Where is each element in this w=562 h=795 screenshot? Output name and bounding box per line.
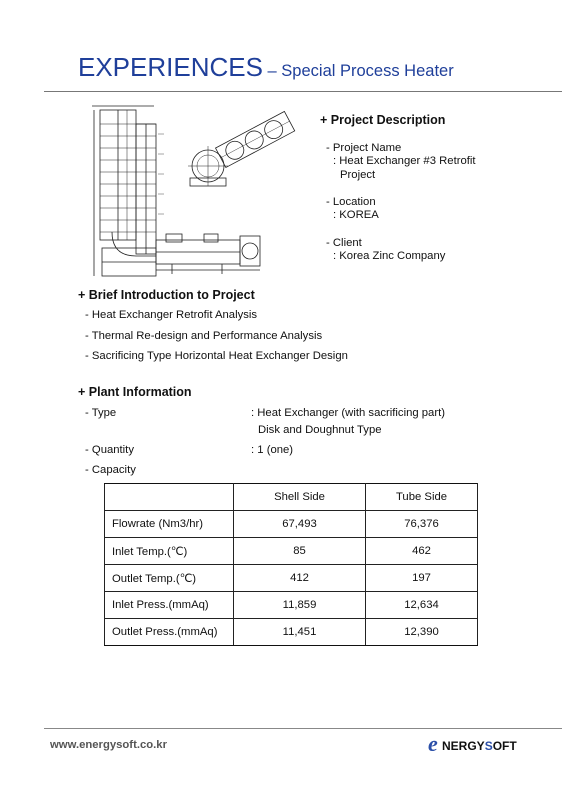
table-row <box>105 619 478 646</box>
type-value: : Heat Exchanger (with sacrificing part) <box>251 407 446 419</box>
logo-text-part1: NERGY <box>442 739 485 753</box>
table-row <box>105 565 478 592</box>
table-cell: Inlet Temp.(℃) <box>105 538 234 565</box>
brief-intro-item: - Sacrificing Type Horizontal Heat Exchanger Design <box>85 350 348 362</box>
table-header-cell: Tube Side <box>366 484 478 511</box>
brief-intro-item: - Thermal Re-design and Performance Analysis <box>85 330 323 342</box>
project-name-label: - Project Name <box>326 142 402 154</box>
table-header-row <box>105 484 478 511</box>
page-title-sub: – Special Process Heater <box>262 62 454 80</box>
logo-text-part2: OFT <box>492 739 517 753</box>
table-cell: Flowrate (Nm3/hr) <box>105 511 234 538</box>
capacity-table <box>104 483 478 646</box>
table-cell: 197 <box>366 565 478 592</box>
client-value: : Korea Zinc Company <box>333 250 446 262</box>
table-header-cell <box>105 484 234 511</box>
table-cell: 11,859 <box>234 592 366 619</box>
project-name-value: : Heat Exchanger #3 Retrofit <box>333 155 476 167</box>
quantity-label: - Quantity <box>85 444 134 456</box>
table-row <box>105 538 478 565</box>
page-title <box>78 52 454 83</box>
table-cell: 412 <box>234 565 366 592</box>
table-cell: 85 <box>234 538 366 565</box>
client-label: - Client <box>326 237 362 249</box>
table-cell: Outlet Press.(mmAq) <box>105 619 234 646</box>
footer-url[interactable]: www.energysoft.co.kr <box>50 739 167 751</box>
table-cell: 12,390 <box>366 619 478 646</box>
table-cell: 67,493 <box>234 511 366 538</box>
logo-text-s: S <box>484 739 493 753</box>
table-cell: 12,634 <box>366 592 478 619</box>
svg-text:NERGYSOFT <box>442 739 517 753</box>
type-value-cont: Disk and Doughnut Type <box>258 424 382 436</box>
plant-info-heading: + Plant Information <box>78 385 192 399</box>
footer-divider <box>44 728 562 729</box>
brief-intro-item: - Heat Exchanger Retrofit Analysis <box>85 309 258 321</box>
location-value: : KOREA <box>333 209 379 221</box>
location-label: - Location <box>326 196 376 208</box>
table-header-cell: Shell Side <box>234 484 366 511</box>
table-cell: 462 <box>366 538 478 565</box>
logo-initial: e <box>428 733 438 755</box>
table-cell: Inlet Press.(mmAq) <box>105 592 234 619</box>
brief-intro-heading: + Brief Introduction to Project <box>78 288 255 302</box>
header-divider <box>44 91 562 92</box>
type-label: - Type <box>85 407 117 419</box>
energysoft-logo <box>427 733 535 755</box>
table-cell: 76,376 <box>366 511 478 538</box>
quantity-value: : 1 (one) <box>251 444 294 456</box>
heat-exchanger-drawing <box>92 104 300 282</box>
table-cell: Outlet Temp.(℃) <box>105 565 234 592</box>
project-description-heading: + Project Description <box>320 113 446 127</box>
capacity-label: - Capacity <box>85 464 136 476</box>
table-cell: 11,451 <box>234 619 366 646</box>
table-row <box>105 511 478 538</box>
table-row <box>105 592 478 619</box>
project-name-value-cont: Project <box>340 169 376 181</box>
page-title-main: EXPERIENCES <box>78 52 263 82</box>
